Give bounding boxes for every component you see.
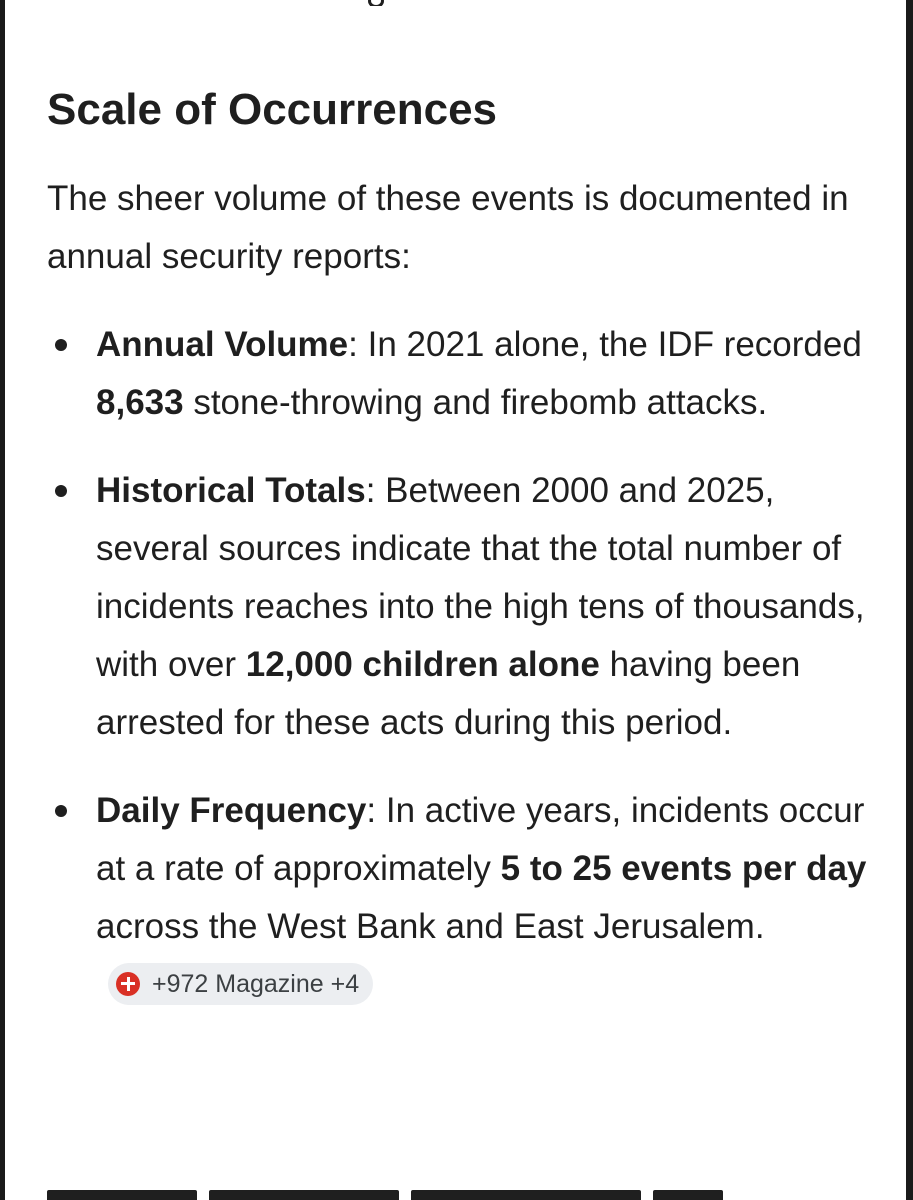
item-text: : In active years, incidents occur at a rate of approximately bbox=[96, 791, 865, 888]
item-highlight: 12,000 children alone bbox=[245, 645, 600, 684]
item-label: Annual Volume bbox=[96, 325, 349, 364]
section-intro: The sheer volume of these events is documented in annual security reports: bbox=[47, 179, 849, 276]
cut-off-previous-text bbox=[300, 0, 420, 6]
bullet-icon bbox=[55, 485, 67, 497]
section-heading: Scale of Occurrences bbox=[47, 85, 498, 134]
item-text: having been arrested for these acts during this period. bbox=[96, 645, 801, 742]
cut-off-next-heading bbox=[47, 1180, 867, 1200]
bullet-list bbox=[47, 316, 867, 1014]
item-highlight: 8,633 bbox=[96, 383, 184, 422]
item-label: Daily Frequency bbox=[96, 791, 367, 830]
item-text: : In 2021 alone, the IDF recorded bbox=[348, 325, 862, 364]
window-frame-left bbox=[0, 0, 5, 1200]
article-section bbox=[47, 78, 867, 1044]
list-item-daily-frequency bbox=[47, 782, 867, 1014]
source-chip[interactable] bbox=[108, 963, 373, 1005]
plus-circle-icon bbox=[116, 972, 140, 996]
list-item-historical-totals bbox=[47, 462, 867, 752]
window-frame-right bbox=[906, 0, 913, 1200]
item-text: : Between 2000 and 2025, several sources indicate that the total number of incidents reaches into the high tens of thousands, with over bbox=[96, 471, 865, 684]
item-label: Historical Totals bbox=[96, 471, 366, 510]
bullet-icon bbox=[55, 805, 67, 817]
bullet-icon bbox=[55, 339, 67, 351]
list-item-annual-volume bbox=[47, 316, 867, 432]
source-chip-label: +972 Magazine +4 bbox=[152, 969, 360, 998]
item-highlight: 5 to 25 events per day bbox=[500, 849, 867, 888]
item-text: stone-throwing and firebomb attacks. bbox=[183, 383, 768, 422]
item-text: across the West Bank and East Jerusalem. bbox=[96, 907, 765, 946]
